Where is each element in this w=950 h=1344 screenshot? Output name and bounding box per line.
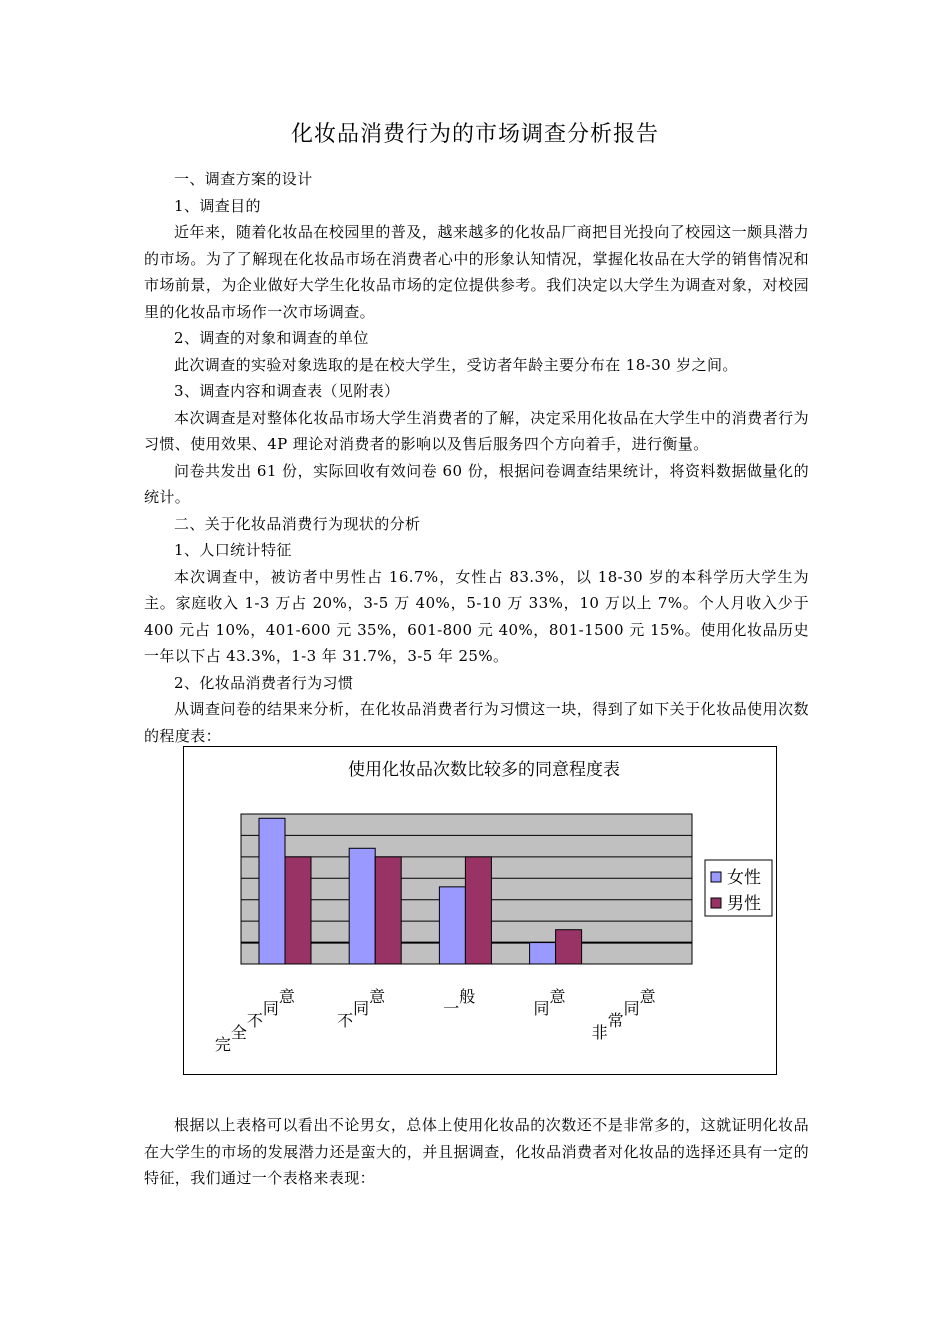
bar-男性 xyxy=(285,857,311,964)
body-paragraph: 本次调查是对整体化妆品市场大学生消费者的了解，决定采用化妆品在大学生中的消费者行为习惯、使用效果、4P 理论对消费者的影响以及售后服务四个方向着手，进行衡量。 xyxy=(144,408,809,453)
category-label-char: 般 xyxy=(459,987,476,1006)
body-paragraph: 问卷共发出 61 份，实际回收有效问卷 60 份，根据问卷调查结果统计，将资料数据做量化的统计。 xyxy=(144,461,809,506)
bar-chart xyxy=(184,747,776,1074)
body-paragraph: 此次调查的实验对象选取的是在校大学生，受访者年龄主要分布在 18-30 岁之间。 xyxy=(174,355,738,374)
bar-男性 xyxy=(465,857,491,964)
conclusion-text xyxy=(144,1112,809,1192)
category-label-char: 不 xyxy=(246,1011,263,1030)
category-label-char: 意 xyxy=(278,987,295,1006)
body-paragraph: 本次调查中，被访者中男性占 16.7%，女性占 83.3%，以 18-30 岁的本科学历大学生为主。家庭收入 1-3 万占 20%，3-5 万 40%，5-10 万 33%，10 万以上 7%。个人月收入少于 400 元占 10%，401-600 元 35%，601-800 元 40%，801-1500 元 15%。使用化妆品历史一年以下占 43.3%，1-3 年 31.7%，3-5 年 25%。 xyxy=(144,567,809,665)
subsection-heading: 1、调查目的 xyxy=(174,196,261,215)
subsection-heading: 2、化妆品消费者行为习惯 xyxy=(174,673,354,692)
category-label-char: 同 xyxy=(262,999,279,1018)
section-heading: 二、关于化妆品消费行为现状的分析 xyxy=(174,514,421,533)
category-label-char: 同 xyxy=(533,999,550,1018)
section-heading: 一、调查方案的设计 xyxy=(174,170,313,188)
subsection-heading: 3、调查内容和调查表（见附表） xyxy=(174,382,400,400)
bar-女性 xyxy=(259,818,285,964)
legend-label: 女性 xyxy=(727,868,761,888)
subsection-heading: 1、人口统计特征 xyxy=(174,541,292,559)
category-label-char: 一 xyxy=(443,999,460,1018)
bar-女性 xyxy=(439,887,465,964)
category-label-char: 全 xyxy=(230,1023,247,1042)
legend-swatch xyxy=(711,872,721,882)
category-label-char: 意 xyxy=(549,987,566,1006)
legend-label: 男性 xyxy=(727,894,761,914)
subsection-heading: 2、调查的对象和调查的单位 xyxy=(174,329,369,347)
page-title: 化妆品消费行为的市场调查分析报告 xyxy=(290,122,659,147)
category-label-char: 同 xyxy=(623,999,640,1018)
bar-男性 xyxy=(375,857,401,964)
category-label-char: 意 xyxy=(369,987,386,1006)
category-label-char: 完 xyxy=(214,1035,231,1054)
category-label-char: 常 xyxy=(607,1011,624,1030)
legend-swatch xyxy=(711,898,721,908)
bar-女性 xyxy=(349,848,375,964)
category-label-char: 非 xyxy=(591,1023,608,1042)
bar-男性 xyxy=(556,930,582,964)
category-label-char: 意 xyxy=(639,987,656,1006)
body-paragraph: 近年来，随着化妆品在校园里的普及，越来越多的化妆品厂商把目光投向了校园这一颇具潜力的市场。为了了解现在化妆品市场在消费者心中的形象认知情况，掌握化妆品在大学的销售情况和市场前景，为企业做好大学生化妆品市场的定位提供参考。我们决定以大学生为调查对象，对校园里的化妆品市场作一次市场调查。 xyxy=(144,223,809,321)
body-paragraph: 从调查问卷的结果来分析，在化妆品消费者行为习惯这一块，得到了如下关于化妆品使用次数的程度表： xyxy=(144,700,809,745)
category-label-char: 同 xyxy=(353,999,370,1018)
body-paragraph: 根据以上表格可以看出不论男女，总体上使用化妆品的次数还不是非常多的，这就证明化妆品在大学生的市场的发展潜力还是蛮大的，并且据调查，化妆品消费者对化妆品的选择还具有一定的特征，我们通过一个表格来表现： xyxy=(144,1116,809,1187)
bar-女性 xyxy=(530,943,556,964)
chart-title: 使用化妆品次数比较多的同意程度表 xyxy=(348,760,620,780)
report-body xyxy=(144,166,809,749)
chart-frame xyxy=(183,746,777,1075)
category-label-char: 不 xyxy=(337,1011,354,1030)
